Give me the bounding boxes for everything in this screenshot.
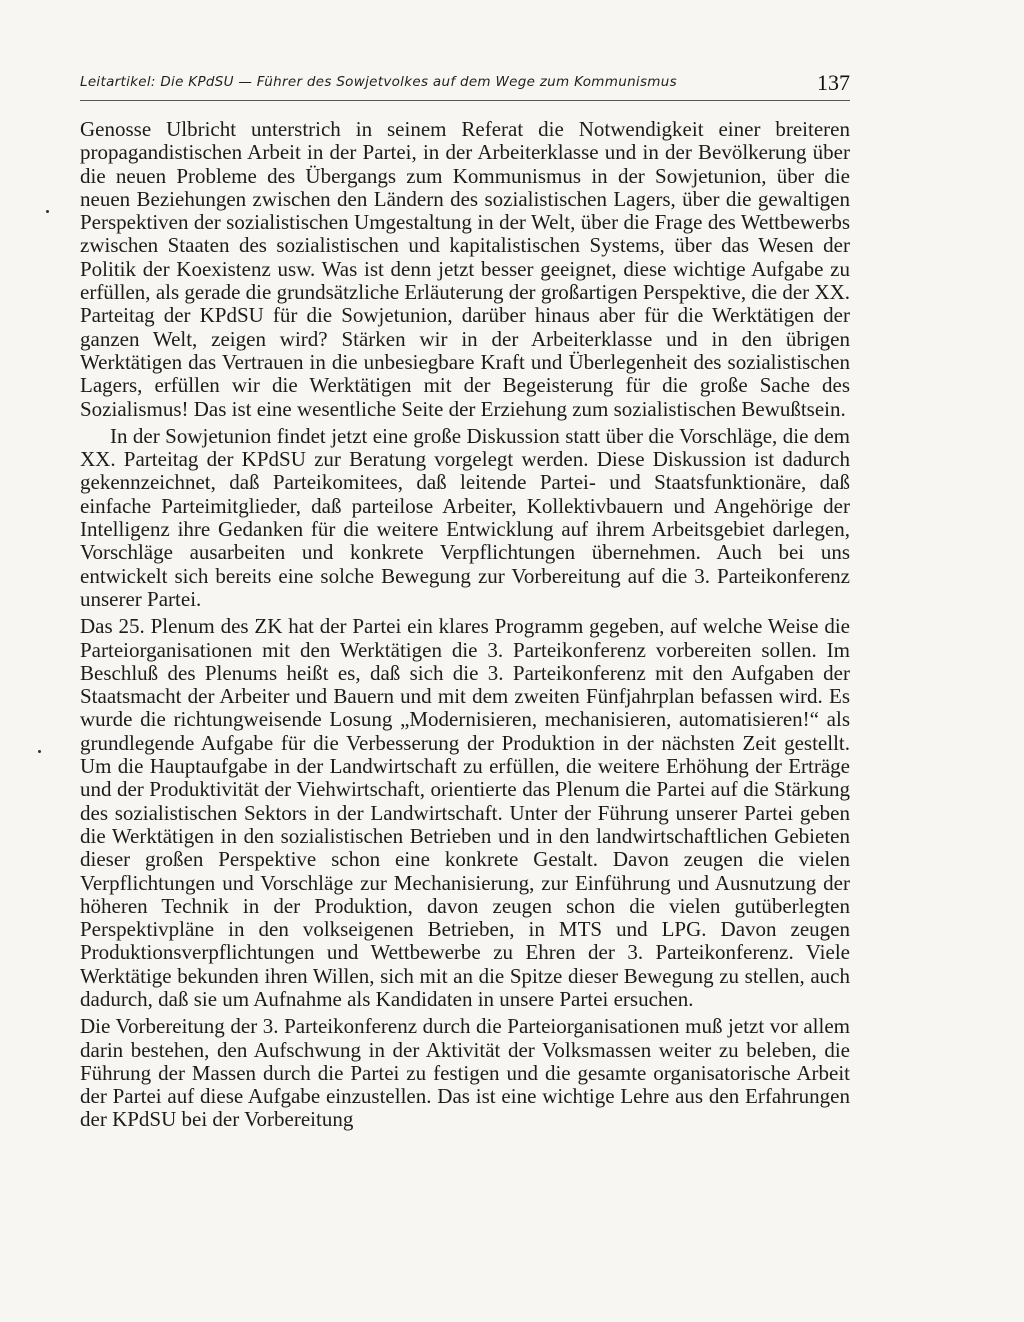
print-speck — [38, 750, 41, 753]
page-number: 137 — [817, 70, 850, 95]
paragraph-1: Genosse Ulbricht unterstrich in seinem Referat die Notwendigkeit einer breiteren propagandistischen Arbeit in der Partei, in der Arbeiterklasse und in der Bevölkerung über die neuen Probleme des Übergangs zum Kommunismus in der Sowjetunion, über die neuen Beziehungen zwischen den Ländern des sozialistischen Lagers, über die gewaltigen Perspektiven der sozialistischen Umgestaltung in der Welt, über die Frage des Wettbewerbs zwischen Staaten des sozialistischen und kapitalistischen Systems, über das Wesen der Politik der Koexistenz usw. Was ist denn jetzt besser geeignet, diese wichtige Aufgabe zu erfüllen, als gerade die grundsätzliche Erläuterung der großartigen Perspektive, die der XX. Parteitag der KPdSU für die Sowjetunion, darüber hinaus aber für die Werktätigen der ganzen Welt, zeigen wird? Stärken wir in der Arbeiterklasse und in den übrigen Werktätigen das Vertrauen in die unbesiegbare Kraft und Überlegenheit des sozialistischen Lagers, erfüllen wir die Werktätigen mit der Begeisterung für die große Sache des Sozialismus! Das ist eine wesentliche Seite der Erziehung zum sozialistischen Bewußtsein. — [80, 117, 850, 421]
running-header — [80, 72, 850, 101]
print-speck — [46, 210, 49, 213]
paragraph-3: Das 25. Plenum des ZK hat der Partei ein klares Programm gegeben, auf welche Weise die Parteiorganisationen mit den Werktätigen die 3. Parteikonferenz vorbereiten sollen. Im Beschluß des Plenums heißt es, daß sich die 3. Parteikonferenz mit den Aufgaben der Staatsmacht der Arbeiter und Bauern und mit dem zweiten Fünfjahrplan befassen wird. Es wurde die richtungweisende Losung „Modernisieren, mechanisieren, automatisieren!“ als grundlegende Aufgabe für die Verbesserung der Produktion in der nächsten Zeit gestellt. Um die Hauptaufgabe in der Landwirtschaft zu erfüllen, die weitere Erhöhung der Erträge und der Produktivität der Viehwirtschaft, orientierte das Plenum die Partei auf die Stärkung des sozialistischen Sektors in der Landwirtschaft. Unter der Führung unserer Partei geben die Werktätigen in den sozialistischen Betrieben und in den landwirtschaftlichen Gebieten dieser großen Perspektive schon eine konkrete Gestalt. Davon zeugen die vielen Verpflichtungen und Vorschläge zur Mechanisierung, zur Einführung und Ausnutzung der höheren Technik in der Produktion, davon zeugen schon die vielen gutüberlegten Perspektivpläne in den volkseigenen Betrieben, in MTS und LPG. Davon zeugen Produktionsverpflichtungen und Wettbewerbe zu Ehren der 3. Parteikonferenz. Viele Werktätige bekunden ihren Willen, sich mit an die Spitze dieser Bewegung zu stellen, auch dadurch, daß sie um Aufnahme als Kandidaten in unsere Partei ersuchen. — [80, 614, 850, 1011]
article-body — [80, 118, 850, 1132]
paragraph-4: Die Vorbereitung der 3. Parteikonferenz durch die Parteiorganisationen muß jetzt vor allem darin bestehen, den Aufschwung in der Aktivität der Volksmassen weiter zu beleben, die Führung der Massen durch die Partei zu festigen und die gesamte organisatorische Arbeit der Partei auf diese Aufgabe einzustellen. Das ist eine wichtige Lehre aus den Erfahrungen der KPdSU bei der Vorbereitung — [80, 1014, 850, 1132]
running-title: Leitartikel: Die KPdSU — Führer des Sowjetvolkes auf dem Wege zum Kommunismus — [80, 74, 677, 90]
paragraph-2: In der Sowjetunion findet jetzt eine große Diskussion statt über die Vorschläge, die dem XX. Parteitag der KPdSU zur Beratung vorgelegt werden. Diese Diskussion ist dadurch gekennzeichnet, daß Parteikomitees, daß leitende Partei- und Staatsfunktionäre, daß einfache Parteimitglieder, daß parteilose Arbeiter, Kollektivbauern und Angehörige der Intelligenz ihre Gedanken für die weitere Entwicklung auf ihrem Arbeitsgebiet darlegen, Vorschläge ausarbeiten und konkrete Verpflichtungen übernehmen. Auch bei uns entwickelt sich bereits eine solche Bewegung zur Vorbereitung auf die 3. Parteikonferenz unserer Partei. — [80, 423, 850, 611]
